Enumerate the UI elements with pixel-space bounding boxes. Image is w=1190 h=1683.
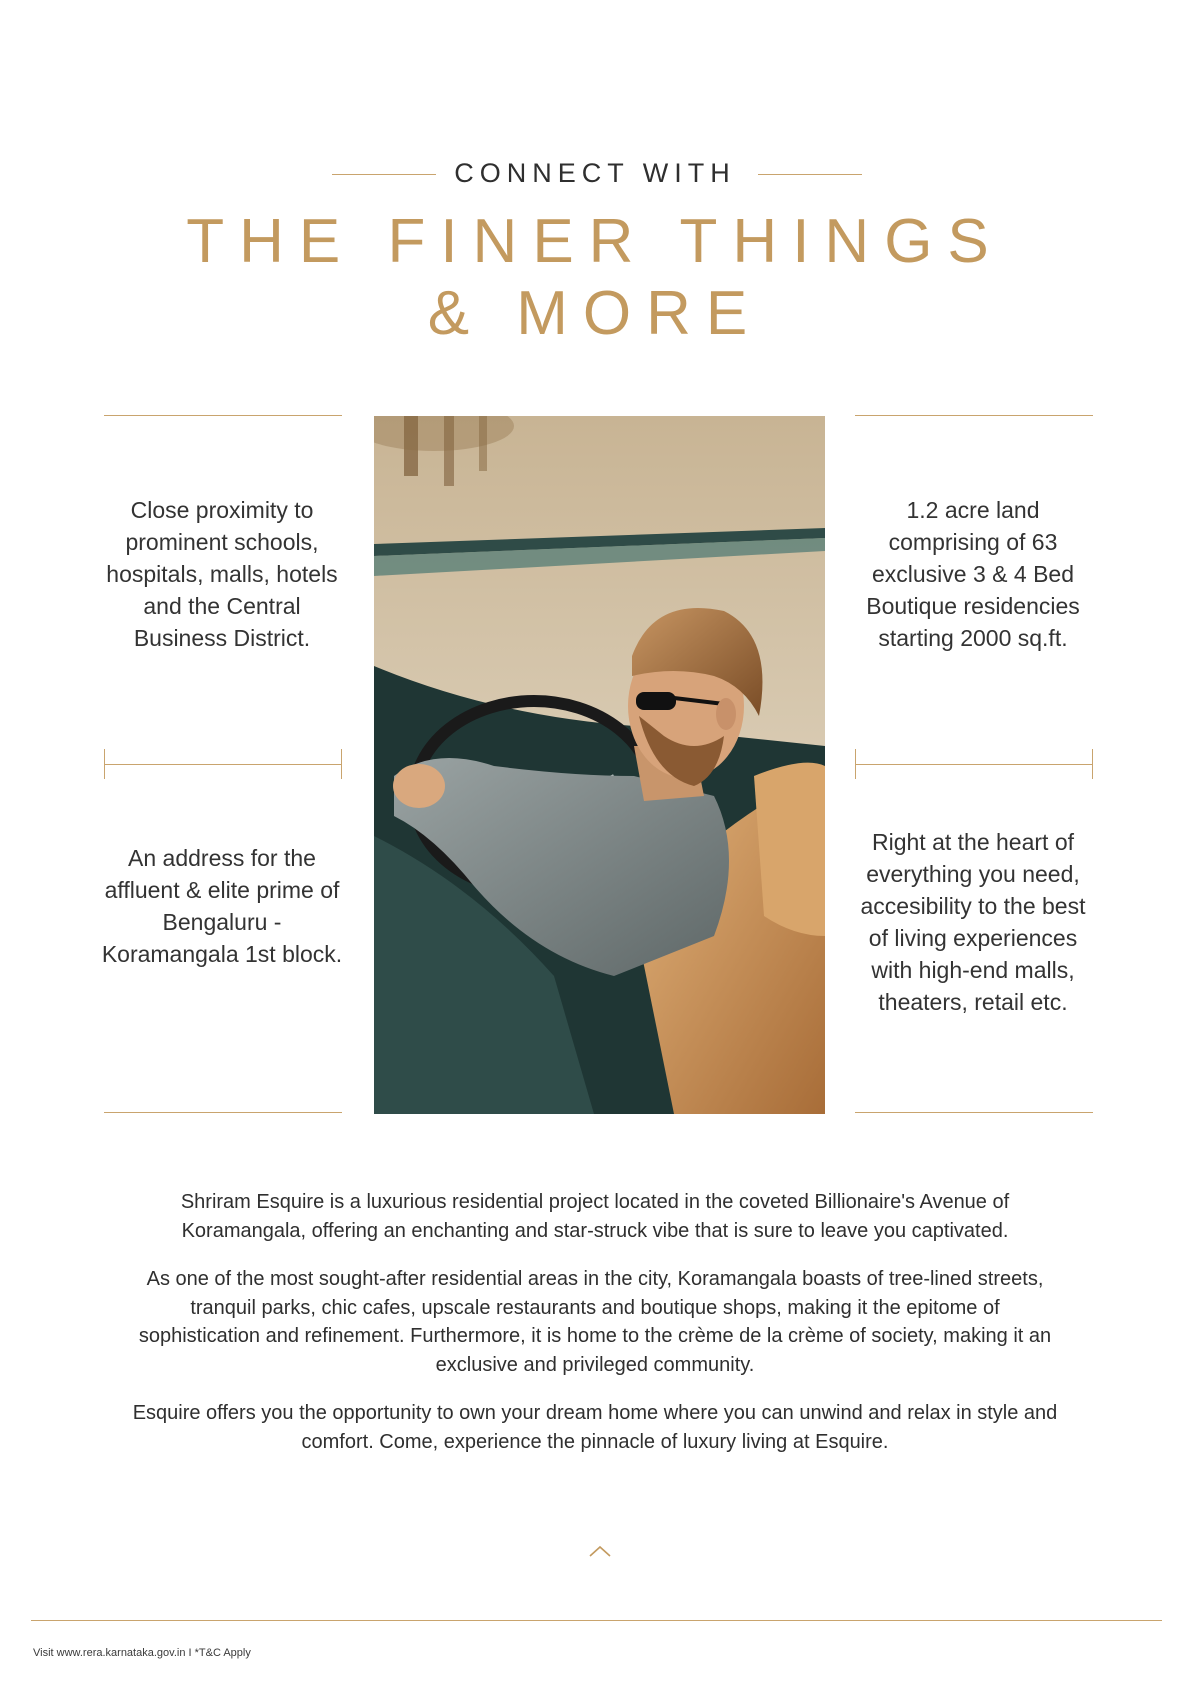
right-middle-tick-end: [1092, 749, 1093, 779]
footer-text: Visit www.rera.karnataka.gov.in I *T&C Apply: [33, 1647, 251, 1659]
page-title: [0, 206, 1190, 350]
title-line-2: & MORE: [427, 279, 763, 348]
body-copy: [130, 1188, 1060, 1476]
body-paragraph-2: As one of the most sought-after residential areas in the city, Koramangala boasts of tree-lined streets, tranquil parks, chic cafes, upscale restaurants and boutique shops, making it the epitome of sophistication and refinement. Furthermore, it is home to the crème de la crème of society, making it an exclusive and privileged community.: [138, 1268, 1052, 1376]
eyebrow-rule-right: [758, 174, 862, 175]
left-middle-tick-end: [341, 749, 342, 779]
right-middle-tick-start: [855, 749, 856, 779]
footer-rule: [31, 1620, 1162, 1621]
right-middle-rule: [855, 764, 1093, 765]
left-top-rule: [104, 415, 342, 416]
title-line-1: THE FINER THINGS: [186, 207, 1004, 276]
chevron-up-icon[interactable]: [587, 1542, 613, 1560]
body-paragraph-3: Esquire offers you the opportunity to own your dream home where you can unwind and relax in style and comfort. Come, experience the pinnacle of luxury living at Esquire.: [132, 1402, 1058, 1453]
left-middle-tick-start: [104, 749, 105, 779]
feature-address: An address for the affluent & elite prime of Bengaluru - Koramangala 1st block.: [101, 845, 343, 967]
feature-accessibility: Right at the heart of everything you need, accesibility to the best of living experiences with high-end malls, theaters, retail etc.: [860, 829, 1086, 1015]
right-bottom-rule: [855, 1112, 1093, 1113]
feature-proximity: Close proximity to prominent schools, hospitals, malls, hotels and the Central Business District.: [106, 497, 338, 651]
right-top-rule: [855, 415, 1093, 416]
left-bottom-rule: [104, 1112, 342, 1113]
eyebrow-text: CONNECT WITH: [454, 158, 736, 188]
body-paragraph-1: Shriram Esquire is a luxurious residential project located in the coveted Billionaire's Avenue of Koramangala, offering an enchanting and star-struck vibe that is sure to leave you captivated.: [180, 1191, 1010, 1242]
left-middle-rule: [104, 764, 342, 765]
feature-land-size: 1.2 acre land comprising of 63 exclusive 3 & 4 Bed Boutique residencies starting 2000 sq.ft.: [866, 497, 1080, 651]
hero-photo-convertible-driver: [374, 416, 825, 1114]
